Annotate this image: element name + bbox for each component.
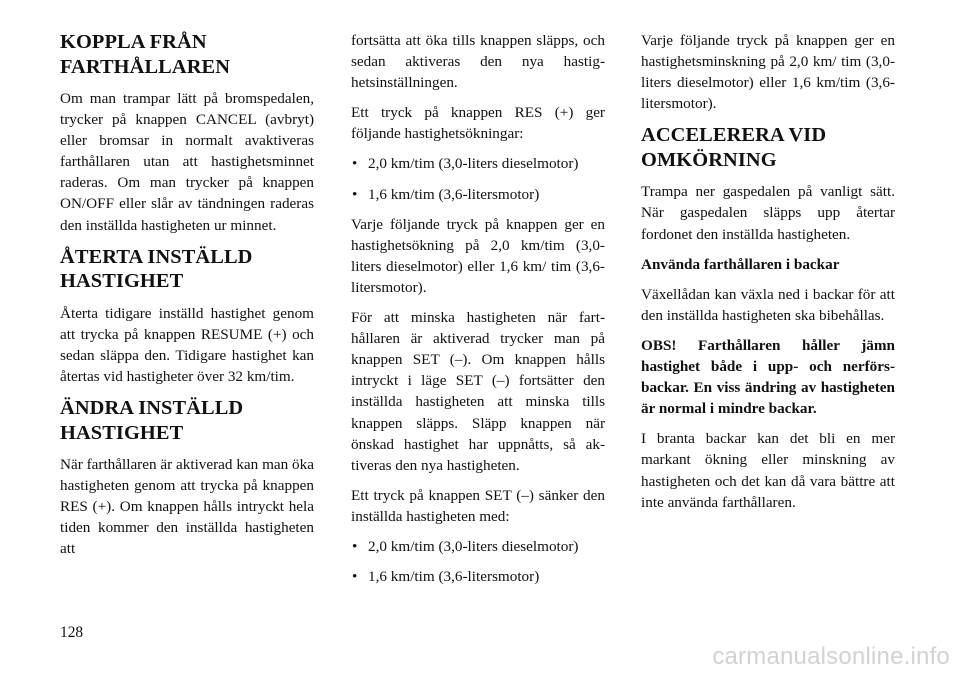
paragraph-each-press-decrease: Varje följande tryck på knappen ger en hastighetsminskning på 2,0 km/ tim (3,0-liters dieselmotor) eller 1,6 km/tim (3,6-litersmotor). xyxy=(641,32,895,113)
watermark: carmanualsonline.info xyxy=(712,643,950,670)
section-heading-resume: ÅTERTA INSTÄLLD HASTIGHET xyxy=(60,245,253,293)
paragraph-each-press-increase: Varje följande tryck på knappen ger en hastighetsökning på 2,0 km/tim (3,0-liters dieselmotor) eller 1,6 km/ tim (3,6-litersmotor). xyxy=(351,215,605,296)
subheading-hills: Använda farthållaren i backar xyxy=(641,255,840,273)
column-right xyxy=(641,30,895,522)
increase-increments-list xyxy=(351,153,605,204)
bullet-icon: • xyxy=(352,537,358,555)
note-hills: OBS! Farthållaren håller jämn hastighet både i upp- och nerförsbackar. En viss ändring av hastigheten är normal i mindre backar. xyxy=(641,336,895,418)
column-left xyxy=(60,30,314,569)
decrease-increments-list xyxy=(351,536,605,587)
page-number: 128 xyxy=(60,624,84,641)
paragraph-disengage: Om man trampar lätt på bromspedalen, trycker på knappen CANCEL (avbryt) eller bromsar in normalt avaktiveras farthållaren utan att hastighetsminnet raderas. Om man trycker på knappen ON/OFF eller slår av tändningen raderas den inställda hastigheten ur minnet. xyxy=(60,90,314,234)
bullet-icon: • xyxy=(352,185,358,203)
list-item: • 1,6 km/tim (3,6-litersmotor) xyxy=(351,566,605,587)
list-item: • 2,0 km/tim (3,0-liters dieselmotor) xyxy=(351,536,605,557)
list-item: • 2,0 km/tim (3,0-liters dieselmotor) xyxy=(351,153,605,174)
bullet-icon: • xyxy=(352,568,358,586)
paragraph-hills: Växellådan kan växla ned i backar för att den inställda hastigheten ska bibehållas. xyxy=(641,285,895,324)
paragraph-steep-hills: I branta backar kan det bli en mer markant ökning eller minskning av hastigheten och det kan då vara bättre att inte använda farthållaren. xyxy=(641,430,895,511)
section-heading-disengage: KOPPLA FRÅN FARTHÅLLAREN xyxy=(60,31,231,78)
paragraph-decrease-speed: För att minska hastigheten när farthållaren är aktiverad trycker man på knappen SET (–). Om knappen hålls intryckt i läge SET (–) fortsätter den inställda hastigheten att minska tills knappen släpps. Släpp knappen när önskad hastighet har uppnåtts, så aktiveras den nya hastigheten. xyxy=(351,309,605,474)
section-heading-accelerate: ACCELERERA VID OMKÖRNING xyxy=(641,124,827,171)
paragraph-resume: Återta tidigare inställd hastighet genom att trycka på knappen RESUME (+) och sedan släppa den. Tidigare hastighet kan återtas vid hastigheter över 32 km/tim. xyxy=(60,304,314,385)
paragraph-res-increments-intro: Ett tryck på knappen RES (+) ger följande hastighetsökningar: xyxy=(351,104,605,143)
paragraph-set-decrements-intro: Ett tryck på knappen SET (–) sänker den inställda hastigheten med: xyxy=(351,486,605,525)
paragraph-accelerate: Trampa ner gaspedalen på vanligt sätt. När gaspedalen släpps upp återtar fordonet den inställda hastigheten. xyxy=(641,183,895,243)
list-item: • 1,6 km/tim (3,6-litersmotor) xyxy=(351,184,605,205)
section-heading-change-speed: ÄNDRA INSTÄLLD HASTIGHET xyxy=(60,397,244,444)
paragraph-continue: fortsätta att öka tills knappen släpps, och sedan aktiveras den nya hastighetsinställningen. xyxy=(351,32,605,92)
column-middle xyxy=(351,30,605,596)
paragraph-change-speed: När farthållaren är aktiverad kan man öka hastigheten genom att trycka på knappen RES (+). Om knappen hålls intryckt hela tiden kommer den inställda hastigheten att xyxy=(60,456,314,558)
bullet-icon: • xyxy=(352,155,358,173)
